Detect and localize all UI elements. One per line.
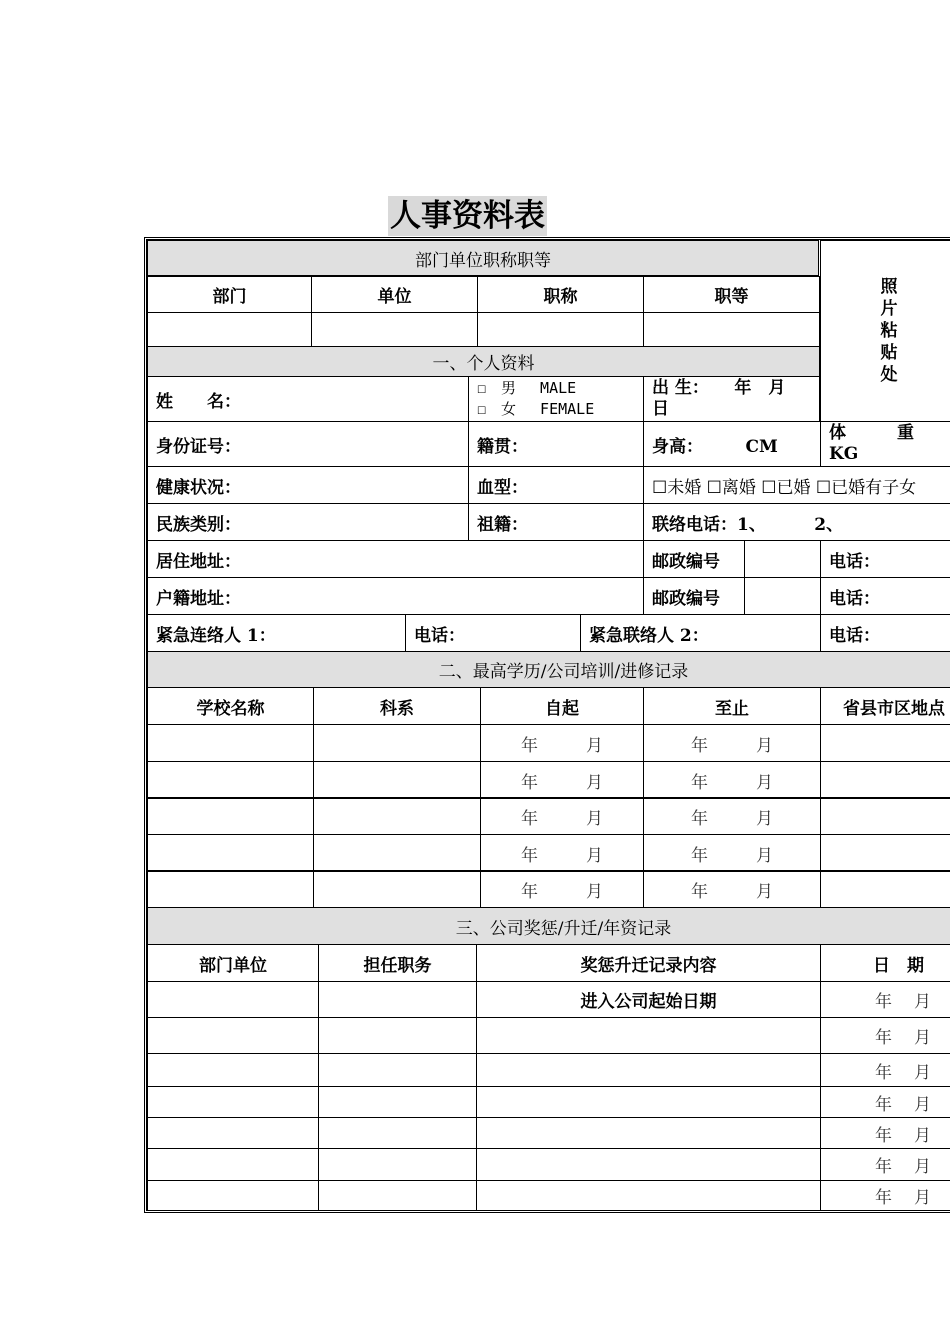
edu-from-date[interactable] (480, 870, 644, 908)
household-postcode-label: 邮政编号 (643, 577, 745, 615)
edu-major-input[interactable] (313, 870, 481, 908)
year-label: 年 (691, 845, 708, 866)
household-postcode-input[interactable] (744, 577, 821, 615)
residence-phone-field[interactable]: 电话： (820, 540, 950, 578)
year-label: 年 (875, 1094, 892, 1115)
edu-col-school: 学校名称 (147, 687, 314, 725)
year-label: 年 (521, 881, 538, 902)
company-start-date-label: 进入公司起始日期 (476, 981, 821, 1018)
birth-field[interactable] (643, 376, 820, 422)
photo-char-2: 片 (880, 299, 898, 319)
edu-school-input[interactable] (147, 724, 314, 762)
emergency-contact-2-field[interactable]: 紧急联络人 2： (580, 614, 821, 652)
personal-section-header: 一、个人资料 (147, 346, 820, 377)
rec-dept-input[interactable] (147, 1053, 319, 1087)
rec-content-input[interactable] (476, 1086, 821, 1118)
rec-col-position: 担任职务 (318, 944, 477, 982)
rec-date-field[interactable] (820, 1117, 950, 1149)
edu-col-to: 至止 (643, 687, 821, 725)
title-input[interactable] (477, 312, 644, 347)
month-label: 月 (586, 808, 603, 829)
residence-postcode-input[interactable] (744, 540, 821, 578)
edu-major-input[interactable] (313, 761, 481, 799)
rec-content-input[interactable] (476, 1053, 821, 1087)
month-label: 月 (914, 1125, 931, 1146)
edu-col-major: 科系 (313, 687, 481, 725)
year-label: 年 (691, 772, 708, 793)
month-label: 月 (586, 881, 603, 902)
photo-char-5: 处 (880, 365, 898, 385)
year-label: 年 (691, 808, 708, 829)
household-address-field[interactable]: 户籍地址： (147, 577, 644, 615)
native-place-field[interactable]: 籍贯： (468, 421, 644, 467)
rec-dept-input[interactable] (147, 1180, 319, 1211)
month-label: 月 (586, 772, 603, 793)
rec-date-field[interactable] (820, 1180, 950, 1211)
dept-section-header: 部门单位职称职等 (147, 240, 819, 276)
unit-input[interactable] (311, 312, 478, 347)
year-label: 年 (521, 735, 538, 756)
residence-postcode-label: 邮政编号 (643, 540, 745, 578)
rec-col-dept: 部门单位 (147, 944, 319, 982)
year-label: 年 (875, 992, 892, 1012)
year-label: 年 (521, 808, 538, 829)
dept-input[interactable] (147, 312, 312, 347)
year-label: 年 (691, 735, 708, 756)
rec-dept-input[interactable] (147, 1086, 319, 1118)
edu-school-input[interactable] (147, 797, 314, 835)
edu-location-input[interactable] (820, 870, 950, 908)
records-section-header: 三、公司奖惩/升迁/年资记录 (147, 907, 950, 945)
year-label: 年 (691, 881, 708, 902)
rec-position-input[interactable] (318, 981, 477, 1018)
rec-position-input[interactable] (318, 1017, 477, 1054)
month-label: 月 (914, 1028, 931, 1048)
edu-to-date[interactable] (643, 724, 821, 762)
month-label: 月 (586, 845, 603, 866)
photo-char-3: 粘 (880, 321, 898, 341)
marital-status-options[interactable]: ☐未婚 ☐离婚 ☐已婚 ☐已婚有子女 (643, 466, 950, 504)
gender-field[interactable] (468, 376, 644, 422)
edu-location-input[interactable] (820, 797, 950, 835)
rec-date-field[interactable] (820, 981, 950, 1018)
birth-day-label: 日 (652, 399, 669, 419)
name-field[interactable]: 姓 名： (147, 376, 469, 422)
month-label: 月 (756, 808, 773, 829)
rec-content-input[interactable] (476, 1017, 821, 1054)
height-field[interactable]: 身高： CM (643, 421, 821, 467)
emergency-contact-1-field[interactable]: 紧急连络人 1： (147, 614, 406, 652)
edu-from-date[interactable] (480, 797, 644, 835)
rec-content-input[interactable] (476, 1148, 821, 1181)
weight-unit: KG (829, 444, 859, 464)
education-section-header: 二、最高学历/公司培训/进修记录 (147, 651, 950, 688)
rec-col-date: 日 期 (820, 944, 950, 982)
edu-location-input[interactable] (820, 834, 950, 872)
edu-col-location: 省县市区地点 (820, 687, 950, 725)
col-unit: 单位 (311, 276, 478, 313)
rec-content-input[interactable] (476, 1180, 821, 1211)
photo-area[interactable] (820, 240, 950, 422)
page-title: 人事资料表 (390, 198, 545, 234)
month-label: 月 (756, 735, 773, 756)
health-field[interactable]: 健康状况： (147, 466, 469, 504)
year-label: 年 (875, 1062, 892, 1083)
rec-position-input[interactable] (318, 1148, 477, 1181)
contact-phone-field[interactable]: 联络电话：1、 2、 (643, 503, 950, 541)
rec-date-field[interactable] (820, 1053, 950, 1087)
col-title: 职称 (477, 276, 644, 313)
month-label: 月 (914, 1062, 931, 1083)
rec-dept-input[interactable] (147, 981, 319, 1018)
edu-school-input[interactable] (147, 870, 314, 908)
edu-location-input[interactable] (820, 761, 950, 799)
rec-position-input[interactable] (318, 1180, 477, 1211)
month-label: 月 (914, 1094, 931, 1115)
rec-position-input[interactable] (318, 1053, 477, 1087)
edu-to-date[interactable] (643, 761, 821, 799)
birth-label: 出 生： 年 月 (652, 378, 786, 398)
year-label: 年 (521, 772, 538, 793)
edu-from-date[interactable] (480, 761, 644, 799)
rec-dept-input[interactable] (147, 1117, 319, 1149)
year-label: 年 (875, 1157, 892, 1177)
residence-address-field[interactable]: 居住地址： (147, 540, 644, 578)
id-number-field[interactable]: 身份证号： (147, 421, 469, 467)
month-label: 月 (756, 772, 773, 793)
edu-to-date[interactable] (643, 870, 821, 908)
month-label: 月 (914, 1188, 931, 1208)
ancestral-home-field[interactable]: 祖籍： (468, 503, 644, 541)
rec-position-input[interactable] (318, 1117, 477, 1149)
edu-from-date[interactable] (480, 834, 644, 872)
edu-to-date[interactable] (643, 797, 821, 835)
rec-date-field[interactable] (820, 1017, 950, 1054)
photo-char-4: 贴 (880, 343, 898, 363)
emergency-contact-2-phone[interactable]: 电话： (820, 614, 950, 652)
rec-date-field[interactable] (820, 1148, 950, 1181)
gender-male-option[interactable]: ☐ 男 MALE (477, 379, 577, 397)
rec-col-content: 奖惩升迁记录内容 (476, 944, 821, 982)
edu-from-date[interactable] (480, 724, 644, 762)
ethnic-field[interactable]: 民族类别： (147, 503, 469, 541)
rec-dept-input[interactable] (147, 1148, 319, 1181)
month-label: 月 (914, 992, 931, 1012)
emergency-contact-1-phone[interactable]: 电话： (405, 614, 581, 652)
edu-to-date[interactable] (643, 834, 821, 872)
col-dept: 部门 (147, 276, 312, 313)
edu-col-from: 自起 (480, 687, 644, 725)
month-label: 月 (914, 1157, 931, 1177)
month-label: 月 (586, 735, 603, 756)
rec-date-field[interactable] (820, 1086, 950, 1118)
year-label: 年 (875, 1028, 892, 1048)
blood-type-field[interactable]: 血型： (468, 466, 644, 504)
household-phone-field[interactable]: 电话： (820, 577, 950, 615)
col-grade: 职等 (643, 276, 820, 313)
month-label: 月 (756, 845, 773, 866)
rec-content-input[interactable] (476, 1117, 821, 1149)
edu-major-input[interactable] (313, 797, 481, 835)
grade-input[interactable] (643, 312, 820, 347)
edu-location-input[interactable] (820, 724, 950, 762)
rec-dept-input[interactable] (147, 1017, 319, 1054)
gender-female-option[interactable]: ☐ 女 FEMALE (477, 400, 595, 418)
weight-field[interactable] (820, 421, 950, 467)
weight-label: 体 重 (829, 423, 914, 443)
year-label: 年 (875, 1125, 892, 1146)
month-label: 月 (756, 881, 773, 902)
edu-major-input[interactable] (313, 834, 481, 872)
edu-major-input[interactable] (313, 724, 481, 762)
rec-position-input[interactable] (318, 1086, 477, 1118)
year-label: 年 (521, 845, 538, 866)
edu-school-input[interactable] (147, 761, 314, 799)
photo-char-1: 照 (880, 277, 898, 297)
year-label: 年 (875, 1188, 892, 1208)
edu-school-input[interactable] (147, 834, 314, 872)
